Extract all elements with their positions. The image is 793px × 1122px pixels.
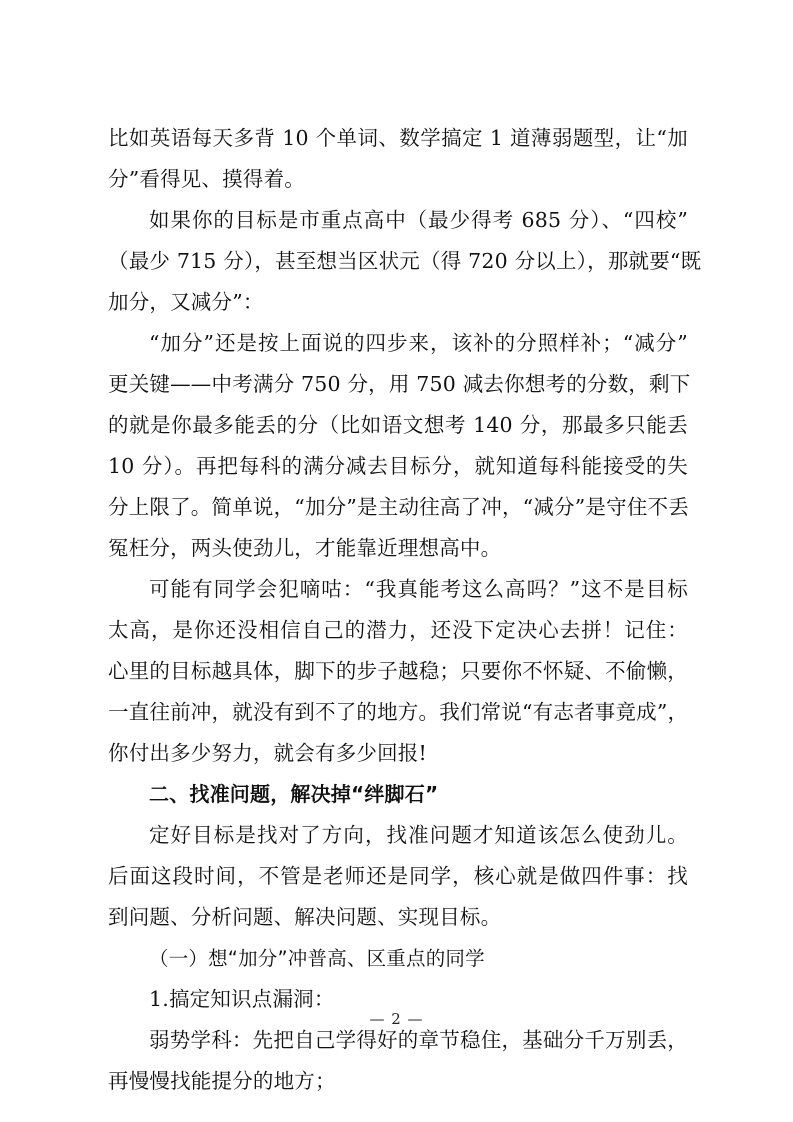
document-body [108, 118, 702, 1102]
text-line: 定好目标是找对了方向，找准问题才知道该怎么使劲儿。 [149, 823, 688, 847]
subsection-heading: （一）想“加分”冲普高、区重点的同学 [149, 947, 485, 970]
text-line: 心里的目标越具体，脚下的步子越稳；只要你不怀疑、不偷懒， [108, 659, 688, 683]
page-number: — 2 — [369, 1010, 424, 1028]
text-line: 加分，又减分”： [108, 290, 264, 314]
text-line: 可能有同学会犯嘀咕：“我真能考这么高吗？”这不是目标 [149, 577, 688, 601]
text-line: 一直往前冲，就没有到不了的地方。我们常说“有志者事竟成”， [108, 700, 689, 724]
text-line: “加分”还是按上面说的四步来，该补的分照样补；“减分” [149, 331, 688, 355]
text-line: （最少 715 分），甚至想当区状元（得 720 分以上），那就要“既 [108, 249, 702, 273]
text-line: 比如英语每天多背 10 个单词、数学搞定 1 道薄弱题型，让“加 [108, 126, 688, 150]
text-line: 冤枉分，两头使劲儿，才能靠近理想高中。 [108, 536, 502, 560]
section-heading: 二、找准问题，解决掉“绊脚石” [149, 782, 439, 806]
text-line: 你付出多少努力，就会有多少回报! [108, 741, 427, 765]
text-line: 分上限了。简单说，“加分”是主动往高了冲，“减分”是守住不丢 [108, 495, 689, 519]
item-title: 1.搞定知识点漏洞： [149, 987, 335, 1011]
text-line: 如果你的目标是市重点高中（最少得考 685 分）、“四校” [149, 208, 688, 232]
text-line: 10 分）。再把每科的满分减去目标分，就知道每科能接受的失 [108, 454, 688, 478]
text-line: 太高，是你还没相信自己的潜力，还没下定决心去拼！记住： [108, 618, 688, 642]
text-line: 更关键——中考满分 750 分，用 750 减去你想考的分数，剩下 [108, 372, 691, 396]
text-line: 到问题、分析问题、解决问题、实现目标。 [108, 905, 502, 929]
text-line: 再慢慢找能提分的地方； [108, 1069, 336, 1093]
text-line: 的就是你最多能丢的分（比如语文想考 140 分，那最多只能丢 [108, 413, 688, 437]
text-line: 分”看得见、摸得着。 [108, 167, 305, 191]
text-line: 弱势学科：先把自己学得好的章节稳住，基础分千万别丢， [149, 1028, 688, 1052]
text-line: 后面这段时间，不管是老师还是同学，核心就是做四件事：找 [108, 864, 688, 888]
